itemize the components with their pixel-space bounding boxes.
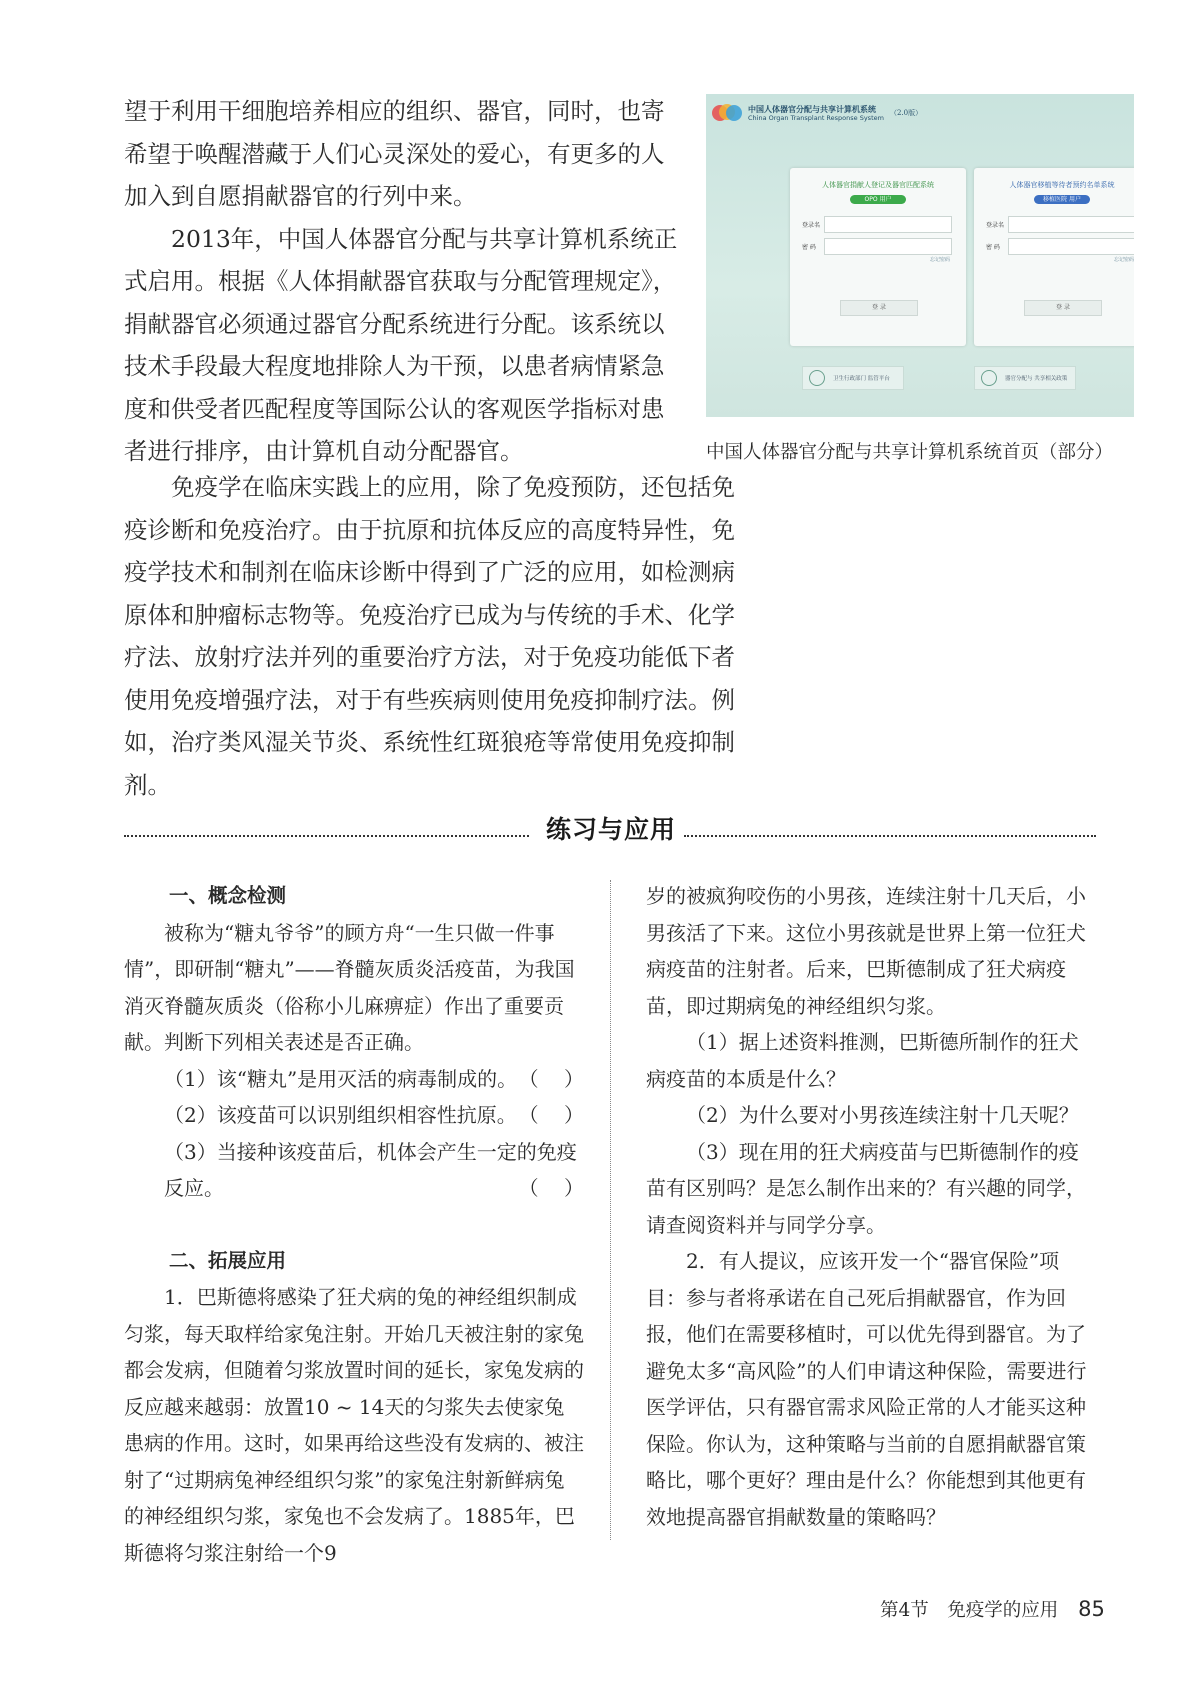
page-number: 85 [1078,1597,1105,1621]
user-type-badge: 移植医院 用户 [1034,195,1090,204]
sub-question: （1）据上述资料推测，巴斯德所制作的狂犬病疫苗的本质是什么？ [646,1030,1079,1091]
password-input[interactable] [824,238,952,255]
section-title: 练习与应用 [546,815,677,844]
footer-section: 第4节 免疫学的应用 [880,1600,1059,1621]
scales-icon [981,370,997,386]
password-label: 密 码 [802,244,816,251]
section-rule-right [684,825,1096,837]
figure-caption: 中国人体器官分配与共享计算机系统首页（部分） [706,442,1114,463]
system-title-cn: 中国人体器官分配与共享计算机系统 [748,104,876,114]
question-item [124,1061,584,1098]
answer-parentheses: （ ） [518,1103,584,1127]
part2-question1-cont: 岁的被疯狗咬伤的小男孩，连续注射十几天后，小男孩活了下来。这位小男孩就是世界上第一位狂犬病疫苗的注射者。后来，巴斯德制成了狂犬病疫苗，即过期病兔的神经组织匀浆。 [646,884,1086,1018]
user-type-badge: OPO 用户 [850,195,906,204]
system-header [712,100,922,126]
password-input[interactable] [1008,238,1134,255]
system-screenshot-figure [706,94,1134,417]
forgot-password-link[interactable]: 忘记密码 [929,257,950,263]
panel-title: 人体器官捐献人登记及器官匹配系统 [822,181,934,189]
password-row [802,238,952,255]
username-row [802,216,952,233]
login-button[interactable]: 登 录 [1024,300,1102,316]
supervision-platform-link[interactable] [802,366,904,390]
part2-heading: 二、拓展应用 [169,1248,287,1272]
answer-parentheses: （ ） [518,1176,584,1200]
part1-heading: 一、概念检测 [169,884,287,907]
paragraph: 2013年，中国人体器官分配与共享计算机系统正式启用。根据《人体捐献器官获取与分配管理规定》，捐献器官必须通过器官分配系统进行分配。该系统以技术手段最大程度地排除人为干预，以患者病情紧急度和供受者匹配程度等国际公认的客观医学指标对患者进行排序，由计算机自动分配器官。 [124,224,678,465]
exercise-column-left [124,878,584,1571]
part2-question2: 2．有人提议，应该开发一个“器官保险”项目：参与者将承诺在自己死后捐献器官，作为回报，他们在需要移植时，可以优先得到器官。为了避免太多“高风险”的人们申请这种保险，需要进行医学评估，只有器官需求风险正常的人才能买这种保险。你认为，这种策略与当前的自愿捐献器官策略比，哪个更好？理由是什么？你能想到其他更有效地提高器官捐献数量的策略吗？ [646,1249,1087,1529]
page-footer [880,1596,1105,1622]
username-input[interactable] [1008,216,1134,233]
exercise-column-right [646,878,1096,1535]
section-rule-left [124,825,529,837]
username-row [986,216,1134,233]
donor-login-panel [790,168,966,346]
question-item [124,1134,584,1207]
footer-link-label: 器官分配与 共享相关政策 [1005,376,1068,382]
question-text: （3）当接种该疫苗后，机体会产生一定的免疫反应。 [164,1139,577,1200]
system-version: （2.0版） [889,109,923,117]
username-input[interactable] [824,216,952,233]
body-text-full [124,466,740,806]
part2-question1: 1．巴斯德将感染了狂犬病的兔的神经组织制成匀浆，每天取样给家兔注射。开始几天被注射的家兔都会发病，但随着匀浆放置时间的延长，家兔发病的反应越来越弱：放置10 ~ 14天的匀浆失去使家兔患病的作用。这时，如果再给这些没有发病的、被注射了“过期病兔神经组织匀浆”的家兔注射新鲜病兔的神经组织匀浆，家兔也不会发病了。1885年，巴斯德将匀浆注射给一个9 [124,1285,584,1565]
sub-question: （2）为什么要对小男孩连续注射十几天呢？ [686,1103,1079,1127]
system-title-en: China Organ Transplant Response System [748,114,884,122]
policy-link[interactable] [974,366,1076,390]
password-label: 密 码 [986,244,1000,251]
body-text-top [124,90,684,473]
paragraph: 免疫学在临床实践上的应用，除了免疫预防，还包括免疫诊断和免疫治疗。由于抗原和抗体反应的高度特异性，免疫学技术和制剂在临床诊断中得到了广泛的应用，如检测病原体和肿瘤标志物等。免疫治疗已成为与传统的手术、化学疗法、放射疗法并列的重要治疗方法，对于免疫功能低下者使用免疫增强疗法，对于有些疾病则使用免疫抑制疗法。例如，治疗类风湿关节炎、系统性红斑狼疮等常使用免疫抑制剂。 [124,473,735,799]
question-item [124,1097,584,1134]
login-button[interactable]: 登 录 [840,300,918,316]
question-text: （1）该“糖丸”是用灭活的病毒制成的。 [164,1066,518,1091]
username-label: 登录名 [802,222,821,229]
part1-intro: 被称为“糖丸爷爷”的顾方舟“一生只做一件事情”，即研制“糖丸”——脊髓灰质炎活疫苗，为我国消灭脊髓灰质炎（俗称小儿麻痹症）作出了重要贡献。判断下列相关表述是否正确。 [124,920,575,1054]
password-row [986,238,1134,255]
system-logo-icon [712,104,742,122]
paragraph: 望于利用干细胞培养相应的组织、器官，同时，也寄希望于唤醒潜藏于人们心灵深处的爱心，有更多的人加入到自愿捐献器官的行列中来。 [124,97,665,210]
question-text: （2）该疫苗可以识别组织相容性抗原。 [164,1103,517,1127]
username-label: 登录名 [986,222,1005,229]
column-divider [610,880,611,1540]
waitlist-login-panel [974,168,1134,346]
forgot-password-link[interactable]: 忘记密码 [1113,257,1134,263]
footer-link-label: 卫生行政部门 监管平台 [833,376,890,382]
answer-parentheses: （ ） [518,1066,584,1091]
shield-icon [809,370,825,386]
sub-question: （3）现在用的狂犬病疫苗与巴斯德制作的疫苗有区别吗？是怎么制作出来的？有兴趣的同学，请查阅资料并与同学分享。 [646,1139,1086,1237]
panel-title: 人体器官移植等待者预约名单系统 [1009,181,1115,189]
